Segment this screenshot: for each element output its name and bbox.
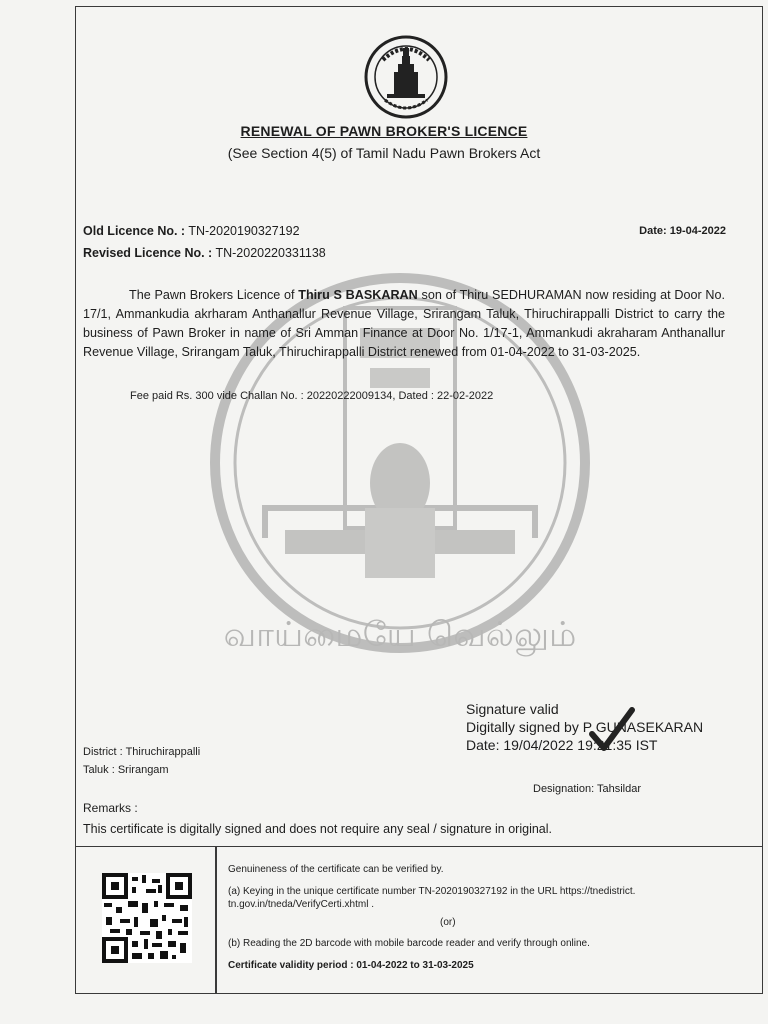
revised-licence-label: Revised Licence No. :: [83, 246, 213, 260]
licence-holder-name: Thiru S BASKARAN: [298, 288, 418, 302]
seal-motto: வாய்மையே வெல்லும்: [223, 615, 577, 655]
certificate-validity-period: Certificate validity period : 01-04-2022 to 31-03-2025: [228, 960, 474, 971]
verification-option-b: (b) Reading the 2D barcode with mobile barcode reader and verify through online.: [228, 938, 590, 949]
document-title: RENEWAL OF PAWN BROKER'S LICENCE: [240, 123, 528, 139]
verification-url-continued: tn.gov.in/tneda/VerifyCerti.xhtml .: [228, 899, 374, 910]
qr-code-icon[interactable]: [102, 873, 192, 963]
remarks-label: Remarks :: [83, 801, 138, 815]
signature-signer-text: Digitally signed by P GUNASEKARAN: [466, 719, 704, 735]
licence-body-paragraph: The Pawn Brokers Licence of Thiru S BASKARAN son of Thiru SEDHURAMAN now residing at Door No. 17/1, Ammankudia akrharam Anthanallur Revenue Village, Srirangam Taluk, Thiruchirappalli District to carry the business of Pawn Broker in name of Sri Amman Finance at Door No. 1/17-1, Ammankudi akraharam Anthanallur Revenue Village, Srirangam Taluk, Thiruchirappalli District renewed from 01-04-2022 to 31-03-2025.: [83, 288, 726, 359]
verification-or: (or): [440, 917, 456, 928]
signature-date-text: Date: 19/04/2022 19:21:35 IST: [466, 737, 658, 753]
revised-licence-line: [83, 246, 326, 260]
digital-signature-block: [466, 700, 703, 754]
revised-licence-value: TN-2020220331138: [215, 246, 326, 260]
signature-check-icon: [588, 706, 636, 754]
verification-intro: Genuineness of the certificate can be verified by.: [228, 864, 444, 875]
old-licence-value: TN-2020190327192: [188, 224, 300, 238]
fee-paid-line: Fee paid Rs. 300 vide Challan No. : 20220222009134, Dated : 22-02-2022: [130, 390, 494, 402]
issue-date: Date: 19-04-2022: [639, 225, 726, 237]
verification-option-a: (a) Keying in the unique certificate number TN-2020190327192 in the URL https://tnedistrict.: [228, 886, 636, 897]
old-licence-label: Old Licence No. :: [83, 224, 186, 238]
district-line: District : Thiruchirappalli: [83, 746, 201, 758]
remarks-text: This certificate is digitally signed and does not require any seal / signature in original.: [83, 822, 553, 836]
verification-divider: [215, 846, 217, 994]
signature-valid-text: Signature valid: [466, 701, 559, 717]
designation-line: Designation: Tahsildar: [533, 783, 642, 795]
old-licence-line: [83, 224, 300, 238]
taluk-line: Taluk : Srirangam: [83, 764, 169, 776]
document-subtitle: (See Section 4(5) of Tamil Nadu Pawn Brokers Act: [227, 145, 541, 161]
tamil-nadu-emblem-icon: [363, 34, 449, 120]
location-block: [83, 743, 200, 779]
